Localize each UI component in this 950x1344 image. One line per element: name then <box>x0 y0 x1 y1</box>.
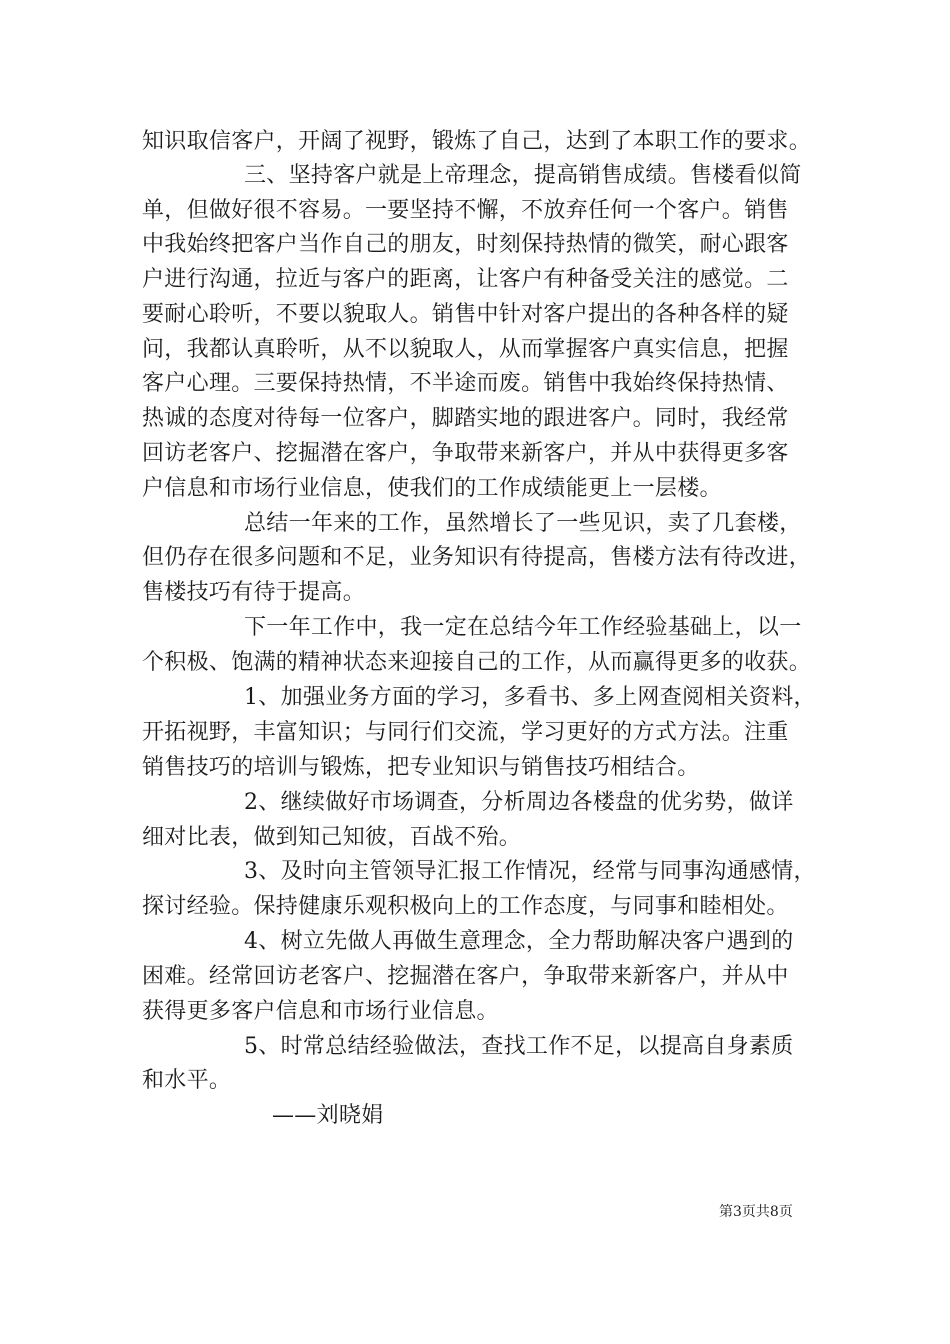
list-item-2-start: 2、继续做好市场调查，分析周边各楼盘的优劣势，做详 <box>244 790 794 815</box>
text-line: 户信息和市场行业信息，使我们的工作成绩能更上一层楼。 <box>142 476 722 501</box>
author-signature: ——刘晓娟 <box>272 1103 384 1128</box>
list-item-5-start: 5、时常总结经验做法，查找工作不足，以提高自身素质 <box>244 1034 794 1059</box>
paragraph-start-line: 总结一年来的工作，虽然增长了一些见识，卖了几套楼， <box>244 511 802 536</box>
text-line: 回访老客户、挖掘潜在客户，争取带来新客户，并从中获得更多客 <box>142 441 789 466</box>
page-indicator: 第3页共8页 <box>719 1204 793 1220</box>
text-line: 户进行沟通，拉近与客户的距离，让客户有种备受关注的感觉。二 <box>142 267 789 292</box>
text-line: 要耐心聆听，不要以貌取人。销售中针对客户提出的各种各样的疑 <box>142 302 789 327</box>
paragraph-start-line: 下一年工作中，我一定在总结今年工作经验基础上，以一 <box>244 615 802 640</box>
text-line: 中我始终把客户当作自己的朋友，时刻保持热情的微笑，耐心跟客 <box>142 232 789 257</box>
list-item-1-start: 1、加强业务方面的学习，多看书、多上网查阅相关资料， <box>244 685 816 710</box>
text-line: 获得更多客户信息和市场行业信息。 <box>142 999 499 1024</box>
text-line: 售楼技巧有待于提高。 <box>142 580 366 605</box>
text-line: 但仍存在很多问题和不足，业务知识有待提高，售楼方法有待改进， <box>142 545 812 570</box>
text-line: 和水平。 <box>142 1068 232 1093</box>
text-line: 热诚的态度对待每一位客户，脚踏实地的跟进客户。同时，我经常 <box>142 406 789 431</box>
text-line: 个积极、饱满的精神状态来迎接自己的工作，从而赢得更多的收获。 <box>142 650 812 675</box>
list-item-4-start: 4、树立先做人再做生意理念，全力帮助解决客户遇到的 <box>244 929 794 954</box>
text-line: 细对比表，做到知己知彼，百战不殆。 <box>142 825 522 850</box>
text-line: 客户心理。三要保持热情，不半途而废。销售中我始终保持热情、 <box>142 371 789 396</box>
text-line: 知识取信客户，开阔了视野，锻炼了自己，达到了本职工作的要求。 <box>142 129 812 154</box>
text-line: 销售技巧的培训与锻炼，把专业知识与销售技巧相结合。 <box>142 755 700 780</box>
text-line: 探讨经验。保持健康乐观积极向上的工作态度，与同事和睦相处。 <box>142 894 789 919</box>
paragraph-start-line: 三、坚持客户就是上帝理念，提高销售成绩。售楼看似简 <box>244 163 802 188</box>
text-line: 困难。经常回访老客户、挖掘潜在客户，争取带来新客户，并从中 <box>142 964 789 989</box>
list-item-3-start: 3、及时向主管领导汇报工作情况，经常与同事沟通感情， <box>244 859 816 884</box>
text-line: 单，但做好很不容易。一要坚持不懈，不放弃任何一个客户。销售 <box>142 198 789 223</box>
text-line: 问，我都认真聆听，从不以貌取人，从而掌握客户真实信息，把握 <box>142 337 789 362</box>
text-line: 开拓视野，丰富知识；与同行们交流，学习更好的方式方法。注重 <box>142 720 789 745</box>
